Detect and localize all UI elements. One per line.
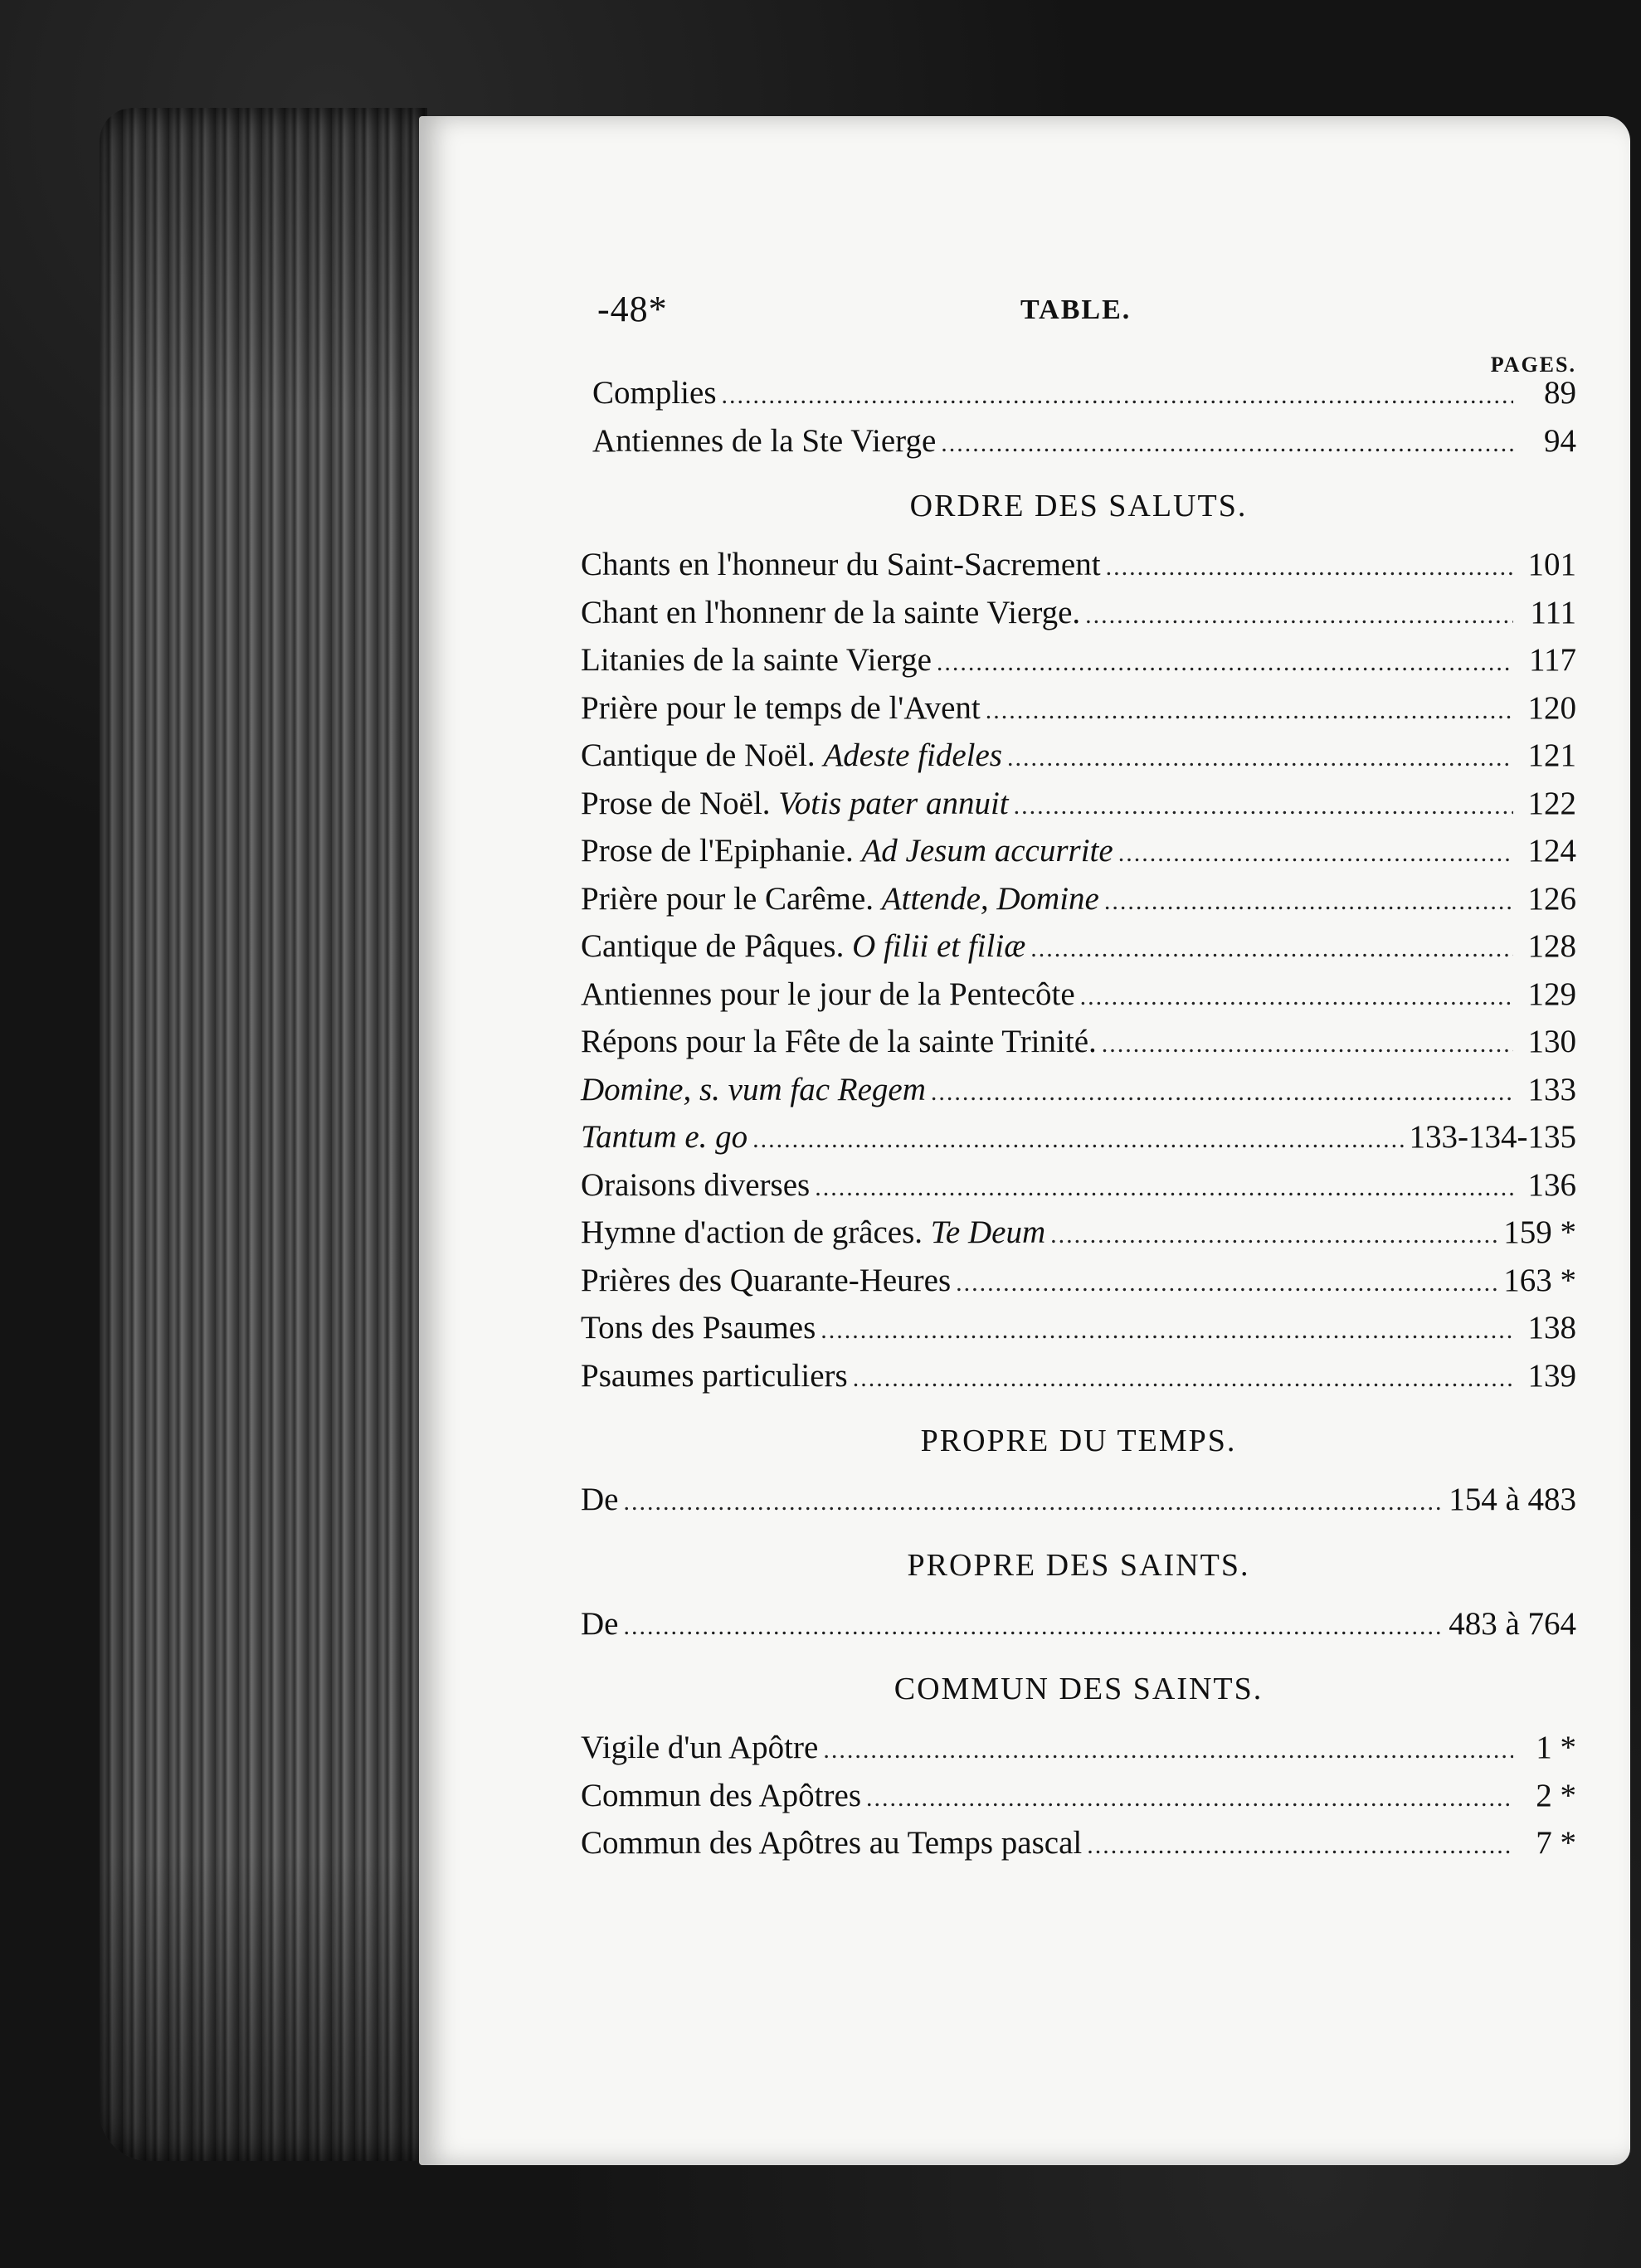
toc-entry (581, 1306, 1576, 1354)
section-entries (581, 1477, 1576, 1526)
dot-leader (1030, 927, 1513, 972)
entry-page: 122 (1527, 785, 1576, 821)
entry-title (581, 877, 1099, 922)
dot-leader (853, 1356, 1513, 1402)
dot-leader (931, 1070, 1513, 1116)
entry-title-latin: Domine, s. vum fac Regem (581, 1071, 926, 1107)
entry-title-latin: Te Deum (930, 1214, 1046, 1250)
entry-title-text: De (581, 1605, 619, 1642)
entry-title-latin: Ad Jesum accurrite (861, 833, 1113, 869)
running-head (581, 289, 1576, 344)
entry-title (581, 1020, 1097, 1065)
entry-page: 124 (1527, 833, 1576, 869)
toc-entry (581, 1258, 1576, 1307)
entry-title (581, 1354, 848, 1399)
entry-title (581, 733, 1002, 779)
section-title: PROPRE DES SAINTS. (907, 1547, 1250, 1583)
entry-page: 128 (1527, 928, 1576, 964)
dot-leader (937, 640, 1513, 686)
toc-entry (581, 1725, 1576, 1774)
entry-title (581, 829, 1113, 874)
entry-page: 133-134-135 (1409, 1119, 1576, 1155)
entry-page: 163 * (1503, 1262, 1576, 1298)
entry-title-text: Prose de Noël. (581, 785, 779, 821)
entry-title-text: Cantique de Pâques. (581, 928, 853, 964)
entry-title-latin: Adeste fideles (823, 737, 1002, 773)
entry-title-latin: O filii et filiæ (852, 928, 1026, 964)
entry-title (581, 1068, 926, 1113)
entry-title-text: De (581, 1482, 619, 1517)
toc-entry (581, 1020, 1576, 1068)
entry-title (581, 543, 1101, 588)
dot-leader (956, 1261, 1498, 1307)
entry-title (581, 1115, 747, 1161)
entry-page: 130 (1527, 1024, 1576, 1059)
entry-title (581, 591, 1080, 636)
section-entries (581, 1725, 1576, 1869)
entry-page: 129 (1527, 976, 1576, 1012)
entry-title-text: Antiennes pour le jour de la Pentecôte (581, 976, 1075, 1012)
entry-title-text: Prière pour le Carême. (581, 880, 882, 917)
toc-entry (581, 638, 1576, 686)
toc-entry (581, 1354, 1576, 1402)
entry-title (581, 1821, 1082, 1866)
entry-title-text: Vigile d'un Apôtre (581, 1730, 819, 1765)
table-of-contents (581, 289, 1576, 1869)
dot-leader (722, 373, 1513, 419)
dot-leader (1014, 784, 1513, 830)
entry-page: 101 (1527, 547, 1576, 582)
entry-page: 138 (1527, 1310, 1576, 1346)
entry-title-text: Litanies de la sainte Vierge (581, 642, 932, 678)
toc-entry (581, 924, 1576, 972)
toc-entry (581, 1115, 1576, 1163)
dot-leader (823, 1728, 1513, 1774)
dot-leader (1085, 593, 1513, 639)
page-number: -48* (597, 289, 668, 329)
toc-entry (581, 1068, 1576, 1116)
entry-page: 136 (1527, 1166, 1576, 1203)
entry-page: 89 (1544, 375, 1576, 411)
entry-title (581, 972, 1075, 1018)
toc-entry (581, 733, 1576, 781)
entry-title-text: Cantique de Noël. (581, 737, 824, 773)
entry-page: 159 * (1503, 1214, 1576, 1250)
pages-column-heading: PAGES. (1490, 353, 1576, 377)
toc-entry (581, 371, 1576, 419)
entry-title-text: Chant en l'honnenr de la sainte Vierge. (581, 594, 1081, 630)
entry-title-text: Prose de l'Epiphanie. (581, 833, 862, 869)
section-entries (581, 543, 1576, 1401)
page-title: TABLE. (1020, 294, 1132, 325)
dot-leader (1007, 736, 1513, 781)
dot-leader (1118, 831, 1513, 877)
entry-title-text: Commun des Apôtres (581, 1777, 861, 1813)
entry-page: 2 * (1536, 1777, 1576, 1813)
toc-entry (581, 686, 1576, 734)
entry-page: 120 (1527, 689, 1576, 726)
toc-entry (581, 419, 1576, 467)
section-title: ORDRE DES SALUTS. (909, 489, 1248, 523)
entry-page: 1 * (1536, 1730, 1576, 1765)
entry-page: 7 * (1536, 1825, 1576, 1861)
dot-leader (1080, 975, 1513, 1020)
entry-title-text: Commun des Apôtres au Temps pascal (581, 1825, 1083, 1861)
section-title: COMMUN DES SAINTS. (894, 1672, 1264, 1706)
entry-title (581, 1774, 861, 1819)
entry-title-latin: Tantum e. go (581, 1119, 748, 1155)
entry-title (581, 1725, 818, 1771)
entry-page: 117 (1528, 642, 1576, 678)
toc-entry (581, 591, 1576, 639)
entry-title (581, 924, 1025, 970)
entry-title (581, 1163, 810, 1209)
entry-title-latin: Votis pater annuit (778, 785, 1009, 821)
toc-sections (581, 488, 1576, 1869)
entry-title-text: Chants en l'honneur du Saint-Sacrement (581, 547, 1101, 582)
toc-entry (581, 543, 1576, 591)
entry-title-text: Prières des Quarante-Heures (581, 1262, 952, 1298)
entry-title (581, 1258, 951, 1304)
entry-title-text: Complies (592, 375, 717, 411)
entry-title-text: Oraisons diverses (581, 1166, 811, 1203)
toc-entry (581, 1210, 1576, 1258)
dot-leader (820, 1308, 1513, 1354)
entry-title-text: Hymne d'action de grâces. (581, 1214, 931, 1250)
entry-title-text: Psaumes particuliers (581, 1357, 848, 1394)
toc-entry (581, 972, 1576, 1020)
entry-title-text: Prière pour le temps de l'Avent (581, 689, 981, 726)
entry-title-latin: Attende, Domine (881, 880, 1099, 917)
entry-title (592, 371, 717, 416)
entry-title (592, 419, 936, 465)
entry-page: 121 (1527, 737, 1576, 773)
entry-page: 139 (1527, 1357, 1576, 1394)
dot-leader (1087, 1823, 1513, 1869)
entry-title-text: Tons des Psaumes (581, 1310, 816, 1346)
dot-leader (623, 1604, 1444, 1650)
entry-page: 154 à 483 (1449, 1482, 1576, 1517)
toc-entry (581, 1602, 1576, 1650)
toc-entry (581, 1774, 1576, 1822)
book-fore-edge (100, 108, 427, 2161)
entry-page: 133 (1527, 1071, 1576, 1107)
entry-title (581, 1602, 618, 1647)
intro-entries (581, 371, 1576, 466)
entry-title (581, 1477, 618, 1523)
entry-page: 111 (1530, 594, 1576, 630)
entry-title (581, 781, 1009, 827)
dot-leader (866, 1776, 1513, 1822)
toc-entry (581, 781, 1576, 830)
entry-page: 94 (1544, 422, 1576, 459)
toc-entry (581, 1821, 1576, 1869)
entry-page: 126 (1527, 880, 1576, 917)
dot-leader (1102, 1022, 1513, 1068)
entry-title-text: Antiennes de la Ste Vierge (592, 422, 937, 459)
entry-title (581, 1210, 1045, 1256)
dot-leader (752, 1117, 1404, 1163)
dot-leader (623, 1480, 1444, 1526)
entry-title (581, 686, 981, 732)
dot-leader (1050, 1213, 1498, 1258)
toc-entry (581, 1477, 1576, 1526)
dot-leader (986, 689, 1513, 734)
entry-title (581, 638, 932, 684)
entry-title-text: Répons pour la Fête de la sainte Trinité. (581, 1024, 1097, 1059)
dot-leader (1104, 879, 1513, 925)
toc-entry (581, 829, 1576, 877)
entry-page: 483 à 764 (1449, 1605, 1576, 1642)
toc-entry (581, 1163, 1576, 1211)
dot-leader (815, 1166, 1513, 1211)
dot-leader (941, 421, 1513, 467)
section-entries (581, 1602, 1576, 1650)
dot-leader (1106, 545, 1513, 591)
section-title: PROPRE DU TEMPS. (920, 1424, 1237, 1458)
entry-title (581, 1306, 816, 1351)
toc-entry (581, 877, 1576, 925)
